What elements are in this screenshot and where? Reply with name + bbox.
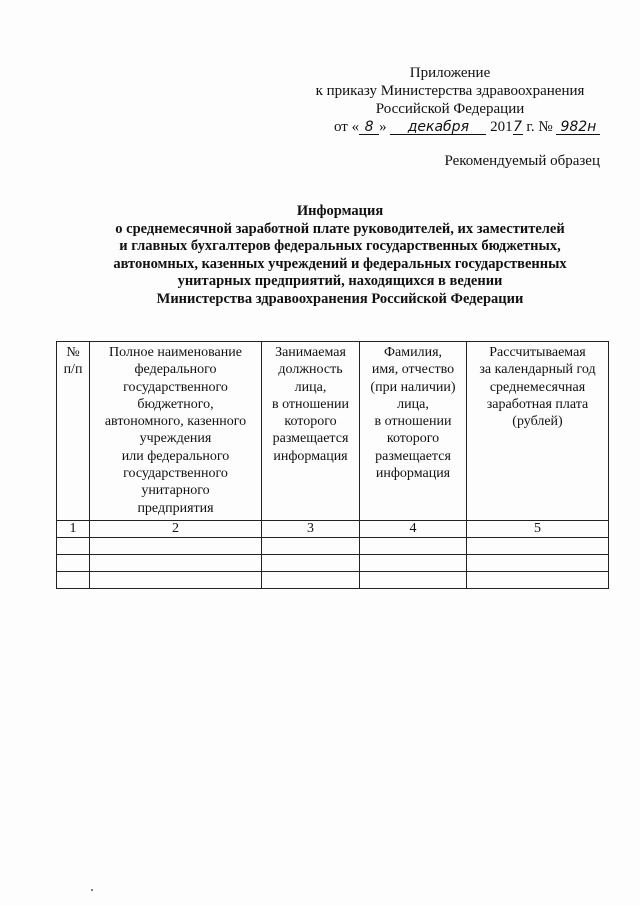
header-cell-number: № п/п xyxy=(57,342,90,521)
order-year-prefix: 201 xyxy=(490,119,513,135)
column-number-cell: 3 xyxy=(262,521,360,538)
table-cell[interactable] xyxy=(467,572,609,589)
appendix-block xyxy=(300,64,600,136)
table-cell[interactable] xyxy=(262,555,360,572)
table-cell[interactable] xyxy=(467,555,609,572)
column-number-cell: 2 xyxy=(90,521,262,538)
table-cell[interactable] xyxy=(262,538,360,555)
table-cell[interactable] xyxy=(90,555,262,572)
table-cell[interactable] xyxy=(360,538,467,555)
table-cell[interactable] xyxy=(57,538,90,555)
header-cell-institution: Полное наименование федерального государственного бюджетного, автономного, казенного учреждения или федерального государственного унитарного предприятия xyxy=(90,342,262,521)
info-table xyxy=(56,341,609,589)
title-line-2: и главных бухгалтеров федеральных государственных бюджетных, xyxy=(119,238,561,255)
title-line-4: унитарных предприятий, находящихся в ведении xyxy=(177,273,503,290)
table-cell[interactable] xyxy=(57,555,90,572)
title-line-3: автономных, казенных учреждений и федеральных государственных xyxy=(113,255,567,272)
table-cell[interactable] xyxy=(360,555,467,572)
title-heading: Информация xyxy=(296,203,384,219)
appendix-order-ref: к приказу Министерства здравоохранения xyxy=(315,83,585,99)
order-number-handwritten: 982н xyxy=(556,120,600,135)
order-date-line xyxy=(300,118,600,136)
appendix-ministry: Российской Федерации xyxy=(375,101,525,117)
table-row xyxy=(57,555,609,572)
table-cell[interactable] xyxy=(467,538,609,555)
table-row xyxy=(57,572,609,589)
column-number-cell: 1 xyxy=(57,521,90,538)
table-cell[interactable] xyxy=(90,538,262,555)
header-cell-name: Фамилия, имя, отчество (при наличии) лица, в отношении которого размещается информация xyxy=(360,342,467,521)
order-month-handwritten: декабря xyxy=(390,120,486,135)
header-cell-salary: Рассчитываемая за календарный год среднемесячная заработная плата (рублей) xyxy=(467,342,609,521)
table-header-row xyxy=(57,342,609,521)
column-number-cell: 4 xyxy=(360,521,467,538)
appendix-label: Приложение xyxy=(409,65,491,81)
table-row xyxy=(57,538,609,555)
table-cell[interactable] xyxy=(360,572,467,589)
title-line-1: о среднемесячной заработной плате руководителей, их заместителей xyxy=(115,220,565,237)
recommended-sample-label: Рекомендуемый образец xyxy=(444,153,600,169)
table-cell[interactable] xyxy=(90,572,262,589)
column-number-cell: 5 xyxy=(467,521,609,538)
order-prefix: от « xyxy=(334,119,360,135)
order-number-prefix: г. № xyxy=(526,119,553,135)
table-cell[interactable] xyxy=(57,572,90,589)
title-line-5: Министерства здравоохранения Российской Федерации xyxy=(156,290,524,307)
order-year-handwritten: 7 xyxy=(513,119,523,135)
order-mid: » xyxy=(379,119,387,135)
table-column-numbers-row xyxy=(57,521,609,538)
header-cell-position: Занимаемая должность лица, в отношении которого размещается информация xyxy=(262,342,360,521)
table-cell[interactable] xyxy=(262,572,360,589)
order-day-handwritten: 8 xyxy=(359,120,379,135)
document-title xyxy=(40,203,640,309)
scan-speck xyxy=(91,889,93,891)
